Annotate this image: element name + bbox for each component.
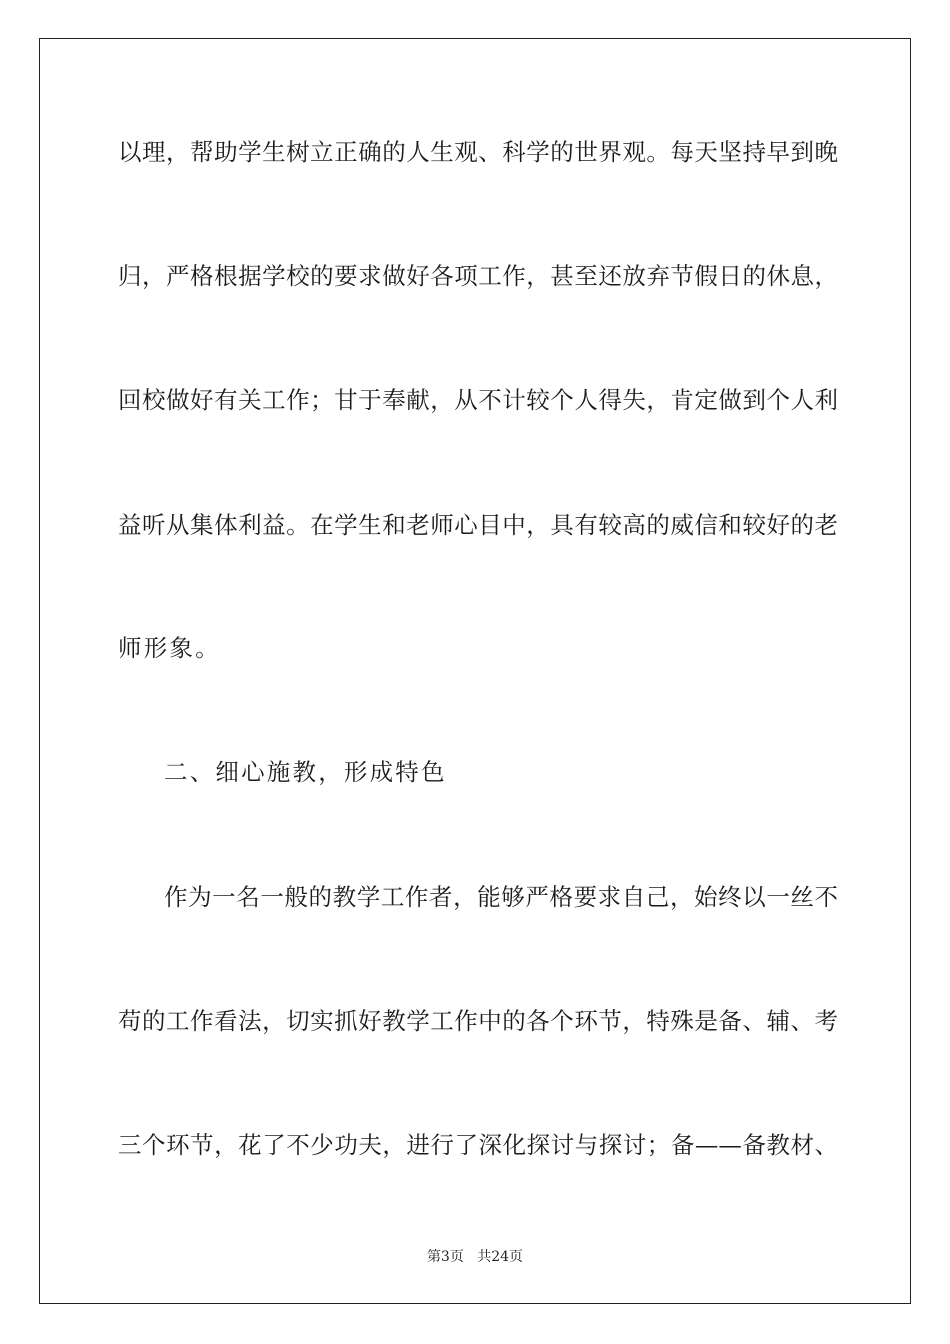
paragraph-line: 益听从集体利益。在学生和老师心目中，具有较高的威信和较好的老	[118, 511, 838, 539]
page-border	[39, 38, 911, 1304]
page-total: 共24页	[477, 1249, 524, 1265]
paragraph-line: 三个环节，花了不少功夫，进行了深化探讨与探讨；备——备教材、	[118, 1131, 838, 1159]
paragraph-line: 以理，帮助学生树立正确的人生观、科学的世界观。每天坚持早到晚	[118, 138, 838, 166]
page-footer	[0, 1248, 950, 1266]
page-number: 第3页	[426, 1249, 464, 1265]
paragraph-line: 回校做好有关工作；甘于奉献，从不计较个人得失，肯定做到个人利	[118, 386, 838, 414]
section-heading: 二、细心施教，形成特色	[164, 758, 447, 786]
paragraph-line: 师形象。	[118, 634, 221, 662]
paragraph-line: 苟的工作看法，切实抓好教学工作中的各个环节，特殊是备、辅、考	[118, 1007, 838, 1035]
paragraph-line: 作为一名一般的教学工作者，能够严格要求自己，始终以一丝不	[164, 883, 838, 911]
paragraph-line: 归，严格根据学校的要求做好各项工作，甚至还放弃节假日的休息，	[118, 262, 838, 290]
